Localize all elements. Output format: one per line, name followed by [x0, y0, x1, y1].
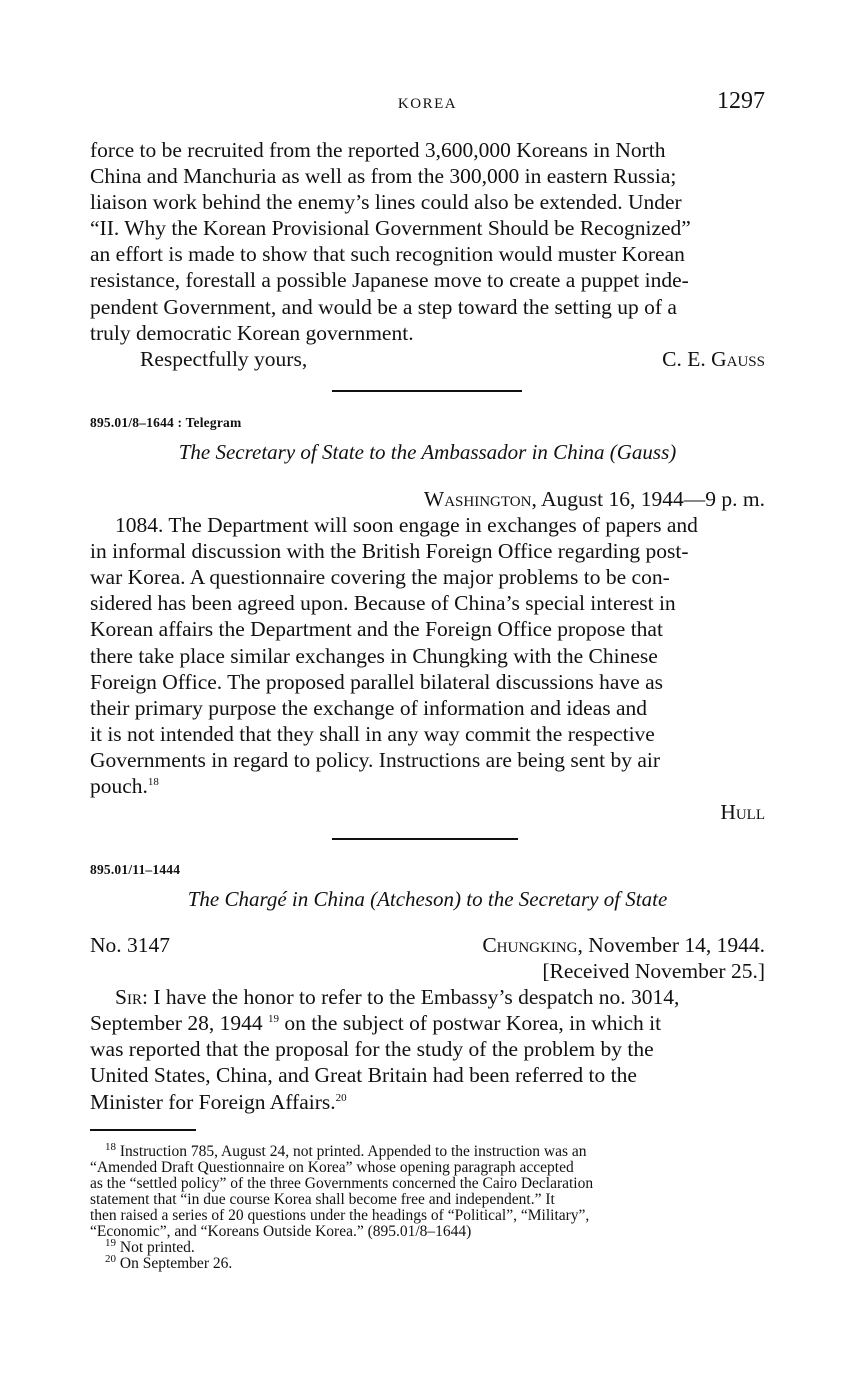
- text-line: [90, 1089, 765, 1115]
- dateline-date: August 16, 1944—9 p. m.: [541, 487, 765, 511]
- footnote-20: [90, 1252, 765, 1272]
- doc2-title: The Secretary of State to the Ambassador in China (Gauss): [178, 440, 677, 464]
- section1-text: [90, 137, 765, 372]
- line: September 28, 1944: [90, 1011, 263, 1036]
- footnote-18-line: [90, 1140, 765, 1160]
- text-line: [90, 241, 765, 267]
- footnote-divider: [90, 1129, 196, 1131]
- footnote-text: as the “settled policy” of the three Governments concerned the Cairo Declaration: [90, 1175, 594, 1192]
- doc3-text: [90, 932, 765, 1115]
- text-line: [90, 643, 765, 669]
- line: : I have the honor to refer to the Embassy’s despatch no. 3014,: [141, 985, 680, 1010]
- text-line: [90, 320, 765, 346]
- footnote-18-line: [90, 1160, 765, 1176]
- dateline: [90, 486, 765, 512]
- line: Minister for Foreign Affairs.: [90, 1089, 336, 1114]
- text-line: [90, 564, 765, 590]
- line: Korean affairs the Department and the Foreign Office propose that: [90, 617, 663, 642]
- line: China and Manchuria as well as from the 300,000 in eastern Russia;: [90, 164, 677, 189]
- dateline: [482, 932, 765, 958]
- line: 1084. The Department will soon engage in exchanges of papers and: [115, 513, 698, 538]
- text-line: [90, 984, 765, 1010]
- text-line: [90, 1010, 765, 1036]
- line: pouch.: [90, 774, 148, 799]
- text-line: [90, 1036, 765, 1062]
- closing-row: [90, 346, 765, 372]
- line: in informal discussion with the British Foreign Office regarding post-: [90, 539, 689, 564]
- received-date: [Received November 25.]: [542, 959, 765, 984]
- footnote-mark: 20: [105, 1252, 116, 1265]
- closing: Respectfully yours,: [140, 346, 308, 371]
- line: truly democratic Korean government.: [90, 320, 414, 345]
- text-line: [90, 669, 765, 695]
- text-line: [90, 721, 765, 747]
- line: sidered has been agreed upon. Because of China’s special interest in: [90, 591, 676, 616]
- text-line: [90, 163, 765, 189]
- text-line: [90, 695, 765, 721]
- footnote-18-line: [90, 1192, 765, 1208]
- line: it is not intended that they shall in any way commit the respective: [90, 721, 655, 746]
- footnote-text: statement that “in due course Korea shall become free and independent.” It: [90, 1191, 555, 1208]
- line: war Korea. A questionnaire covering the major problems to be con-: [90, 565, 670, 590]
- line: on the subject of postwar Korea, in which it: [278, 1011, 662, 1036]
- text-line: [90, 538, 765, 564]
- text-line: [90, 616, 765, 642]
- doc3-title: The Chargé in China (Atcheson) to the Secretary of State: [187, 887, 668, 911]
- line: United States, China, and Great Britain had been referred to the: [90, 1063, 637, 1088]
- dateline-place: Chungking,: [482, 933, 583, 957]
- footnote-text: Not printed.: [119, 1239, 195, 1256]
- section-divider: [332, 838, 518, 840]
- page-header: [90, 88, 765, 122]
- despatch-number: No. 3147: [90, 933, 171, 957]
- text-line: [90, 267, 765, 293]
- dateline-place: Washington,: [423, 487, 537, 511]
- footnote-text: “Amended Draft Questionnaire on Korea” whose opening paragraph accepted: [90, 1159, 574, 1176]
- footnote-text: “Economic”, and “Koreans Outside Korea.” (895.01/8–1644): [90, 1223, 472, 1240]
- footnote-text: On September 26.: [119, 1255, 233, 1272]
- text-line: [90, 590, 765, 616]
- line: Foreign Office. The proposed parallel bilateral discussions have as: [90, 669, 663, 694]
- line: an effort is made to show that such recognition would muster Korean: [90, 242, 685, 267]
- running-head: KOREA: [397, 96, 458, 112]
- footnote-mark: 19: [105, 1236, 116, 1249]
- footnote-19: [90, 1236, 765, 1256]
- footnote-ref-20[interactable]: 20: [335, 1091, 347, 1104]
- footnote-ref-18[interactable]: 18: [147, 775, 159, 788]
- dateline-date: November 14, 1944.: [588, 933, 765, 957]
- doc2-file-reference: 895.01/8–1644 : Telegram: [90, 415, 242, 430]
- despatch-header-row: [90, 932, 765, 958]
- text-line: [90, 773, 765, 799]
- signature-gauss: C. E. Gauss: [662, 346, 765, 371]
- footnotes: [90, 1140, 765, 1272]
- footnote-ref-19[interactable]: 19: [267, 1013, 279, 1026]
- line: liaison work behind the enemy’s lines could also be extended. Under: [90, 190, 682, 215]
- text-line: [90, 215, 765, 241]
- line: their primary purpose the exchange of information and ideas and: [90, 695, 648, 720]
- line: force to be recruited from the reported 3,600,000 Koreans in North: [90, 138, 666, 162]
- text-line: [90, 747, 765, 773]
- footnote-18-line: [90, 1208, 765, 1224]
- footnote-text: then raised a series of 20 questions under the headings of “Political”, “Military”,: [90, 1207, 590, 1224]
- footnote-18-line: [90, 1224, 765, 1240]
- footnote-mark: 18: [105, 1140, 116, 1153]
- salutation: Sir: [115, 985, 142, 1010]
- footnote-text: Instruction 785, August 24, not printed. Appended to the instruction was an: [119, 1143, 587, 1160]
- line: “II. Why the Korean Provisional Government Should be Recognized”: [90, 216, 691, 241]
- text-line: [90, 294, 765, 320]
- doc3-file-reference: 895.01/11–1444: [90, 862, 181, 877]
- footnote-18-line: [90, 1176, 765, 1192]
- line: there take place similar exchanges in Chungking with the Chinese: [90, 643, 658, 668]
- signature-hull: Hull: [720, 800, 765, 825]
- text-line: [90, 137, 765, 163]
- doc2-text: [90, 486, 765, 825]
- text-line: [90, 189, 765, 215]
- line: Governments in regard to policy. Instructions are being sent by air: [90, 747, 660, 772]
- text-line: [90, 1062, 765, 1088]
- section-divider: [332, 390, 522, 392]
- text-line: [90, 512, 765, 538]
- line: pendent Government, and would be a step toward the setting up of a: [90, 294, 677, 319]
- line: resistance, forestall a possible Japanese move to create a puppet inde-: [90, 268, 689, 293]
- line: was reported that the proposal for the study of the problem by the: [90, 1037, 654, 1062]
- page-number: 1297: [717, 88, 765, 114]
